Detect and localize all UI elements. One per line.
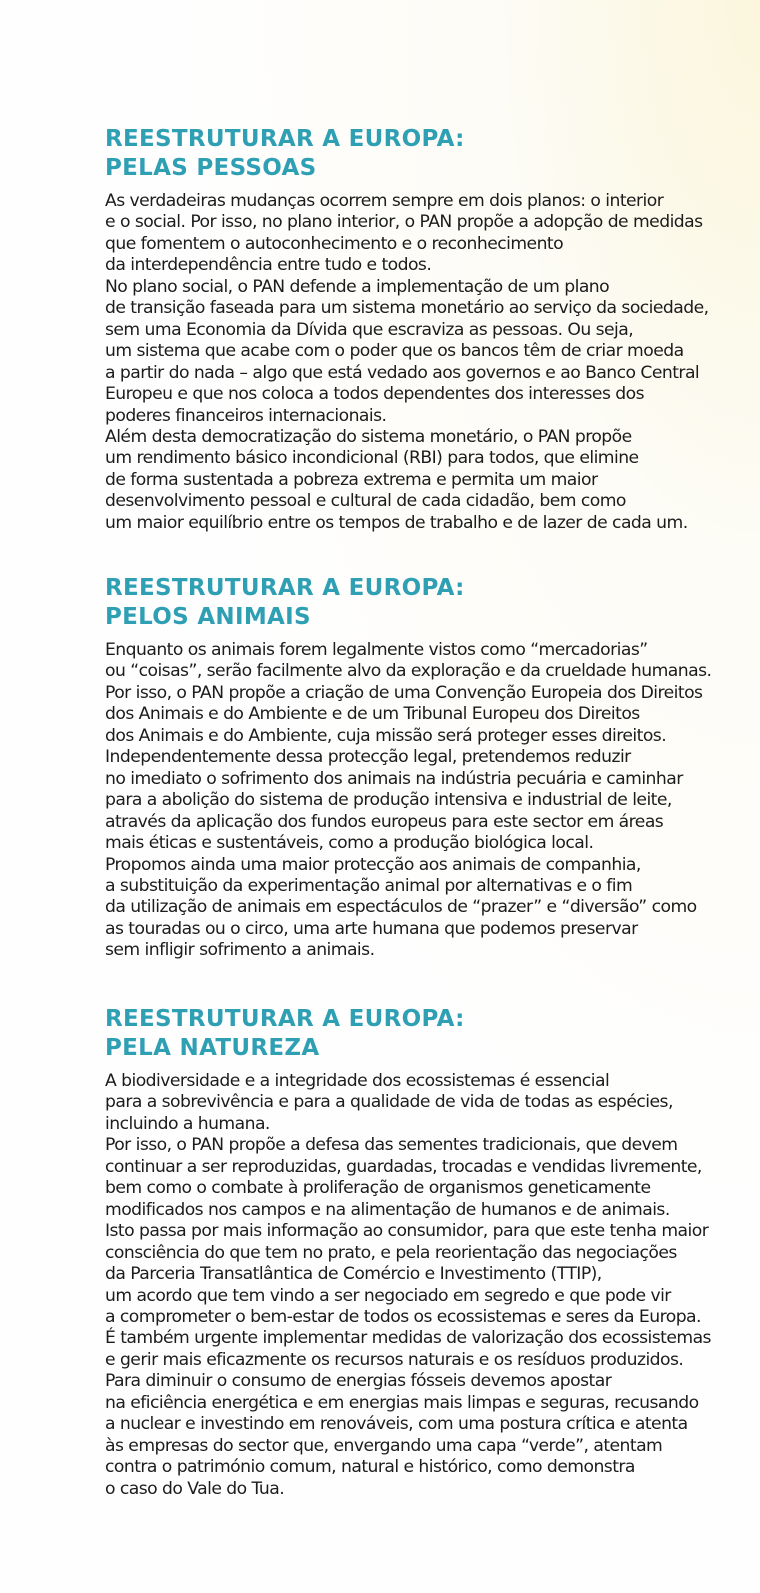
- body-line: da interdependência entre tudo e todos.: [105, 255, 432, 276]
- body-line: um rendimento básico incondicional (RBI) para todos, que elimine: [105, 448, 639, 469]
- body-line: Enquanto os animais forem legalmente vistos como “mercadorias”: [105, 640, 648, 660]
- body-line: no imediato o sofrimento dos animais na indústria pecuária e caminhar: [105, 768, 683, 789]
- body-line: que fomentem o autoconhecimento e o reconhecimento: [105, 233, 564, 254]
- body-line: a comprometer o bem-estar de todos os ecossistemas e seres da Europa.: [105, 1306, 701, 1327]
- body-line: dos Animais e do Ambiente e de um Tribunal Europeu dos Direitos: [105, 704, 640, 725]
- section-body: [105, 1071, 745, 1500]
- body-line: de transição faseada para um sistema monetário ao serviço da sociedade,: [105, 298, 709, 319]
- section-pelos-animais: [105, 574, 745, 962]
- section-pelas-pessoas: [105, 125, 745, 534]
- heading-line: REESTRUTURAR A EUROPA:: [105, 575, 465, 601]
- body-line: às empresas do sector que, envergando uma capa “verde”, atentam: [105, 1435, 663, 1456]
- heading-line: REESTRUTURAR A EUROPA:: [105, 1006, 465, 1032]
- body-line: a substituição da experimentação animal por alternativas e o fim: [105, 875, 633, 896]
- body-line: um acordo que tem vindo a ser negociado em segredo e que pode vir: [105, 1285, 671, 1306]
- section-heading: [105, 1005, 745, 1063]
- body-line: poderes financeiros internacionais.: [105, 405, 387, 426]
- body-line: A biodiversidade e a integridade dos ecossistemas é essencial: [105, 1071, 610, 1091]
- section-heading: [105, 125, 745, 183]
- body-line: um sistema que acabe com o poder que os bancos têm de criar moeda: [105, 341, 684, 362]
- body-line: sem infligir sofrimento a animais.: [105, 940, 375, 961]
- body-line: As verdadeiras mudanças ocorrem sempre em dois planos: o interior: [105, 191, 664, 211]
- body-line: dos Animais e do Ambiente, cuja missão será proteger esses direitos.: [105, 725, 667, 746]
- body-line: sem uma Economia da Dívida que escraviza as pessoas. Ou seja,: [105, 319, 634, 340]
- body-line: consciência do que tem no prato, e pela reorientação das negociações: [105, 1242, 677, 1263]
- body-line: da Parceria Transatlântica de Comércio e Investimento (TTIP),: [105, 1264, 602, 1285]
- body-line: e gerir mais eficazmente os recursos naturais e os resíduos produzidos.: [105, 1349, 684, 1370]
- body-line: Isto passa por mais informação ao consumidor, para que este tenha maior: [105, 1221, 709, 1242]
- body-line: ou “coisas”, serão facilmente alvo da exploração e da crueldade humanas.: [105, 661, 712, 682]
- body-line: Por isso, o PAN propõe a criação de uma Convenção Europeia dos Direitos: [105, 682, 703, 703]
- body-line: Por isso, o PAN propõe a defesa das sementes tradicionais, que devem: [105, 1135, 678, 1156]
- body-line: mais éticas e sustentáveis, como a produção biológica local.: [105, 833, 594, 854]
- section-heading: [105, 574, 745, 632]
- body-line: o caso do Vale do Tua.: [105, 1478, 285, 1499]
- body-line: contra o património comum, natural e histórico, como demonstra: [105, 1457, 635, 1478]
- body-line: de forma sustentada a pobreza extrema e permita um maior: [105, 469, 598, 490]
- section-body: [105, 191, 745, 534]
- body-line: e o social. Por isso, no plano interior, o PAN propõe a adopção de medidas: [105, 212, 703, 233]
- body-line: a nuclear e investindo em renováveis, com uma postura crítica e atenta: [105, 1414, 688, 1435]
- body-line: É também urgente implementar medidas de valorização dos ecossistemas: [105, 1328, 711, 1349]
- body-line: um maior equilíbrio entre os tempos de trabalho e de lazer de cada um.: [105, 512, 688, 533]
- heading-line: PELOS ANIMAIS: [105, 604, 311, 630]
- heading-line: REESTRUTURAR A EUROPA:: [105, 126, 465, 152]
- body-line: da utilização de animais em espectáculos de “prazer” e “diversão” como: [105, 897, 697, 918]
- body-line: através da aplicação dos fundos europeus para este sector em áreas: [105, 811, 664, 832]
- body-line: para a sobrevivência e para a qualidade de vida de todas as espécies,: [105, 1092, 673, 1113]
- section-pela-natureza: [105, 1005, 745, 1500]
- body-line: bem como o combate à proliferação de organismos geneticamente: [105, 1178, 651, 1199]
- body-line: desenvolvimento pessoal e cultural de cada cidadão, bem como: [105, 491, 626, 512]
- heading-line: PELAS PESSOAS: [105, 155, 317, 181]
- heading-line: PELA NATUREZA: [105, 1035, 320, 1061]
- body-line: Propomos ainda uma maior protecção aos animais de companhia,: [105, 854, 641, 875]
- body-line: as touradas ou o circo, uma arte humana que podemos preservar: [105, 918, 638, 939]
- body-line: Independentemente dessa protecção legal, pretendemos reduzir: [105, 747, 631, 768]
- body-line: Para diminuir o consumo de energias fósseis devemos apostar: [105, 1371, 612, 1392]
- body-line: a partir do nada – algo que está vedado aos governos e ao Banco Central: [105, 362, 700, 383]
- body-line: para a abolição do sistema de produção intensiva e industrial de leite,: [105, 790, 672, 811]
- body-line: Europeu e que nos coloca a todos dependentes dos interesses dos: [105, 384, 644, 405]
- section-body: [105, 640, 745, 962]
- body-line: modificados nos campos e na alimentação de humanos e de animais.: [105, 1199, 670, 1220]
- body-line: na eficiência energética e em energias mais limpas e seguras, recusando: [105, 1392, 699, 1413]
- body-line: incluindo a humana.: [105, 1113, 270, 1134]
- body-line: No plano social, o PAN defende a implementação de um plano: [105, 276, 610, 297]
- body-line: continuar a ser reproduzidas, guardadas, trocadas e vendidas livremente,: [105, 1156, 702, 1177]
- body-line: Além desta democratização do sistema monetário, o PAN propõe: [105, 426, 632, 447]
